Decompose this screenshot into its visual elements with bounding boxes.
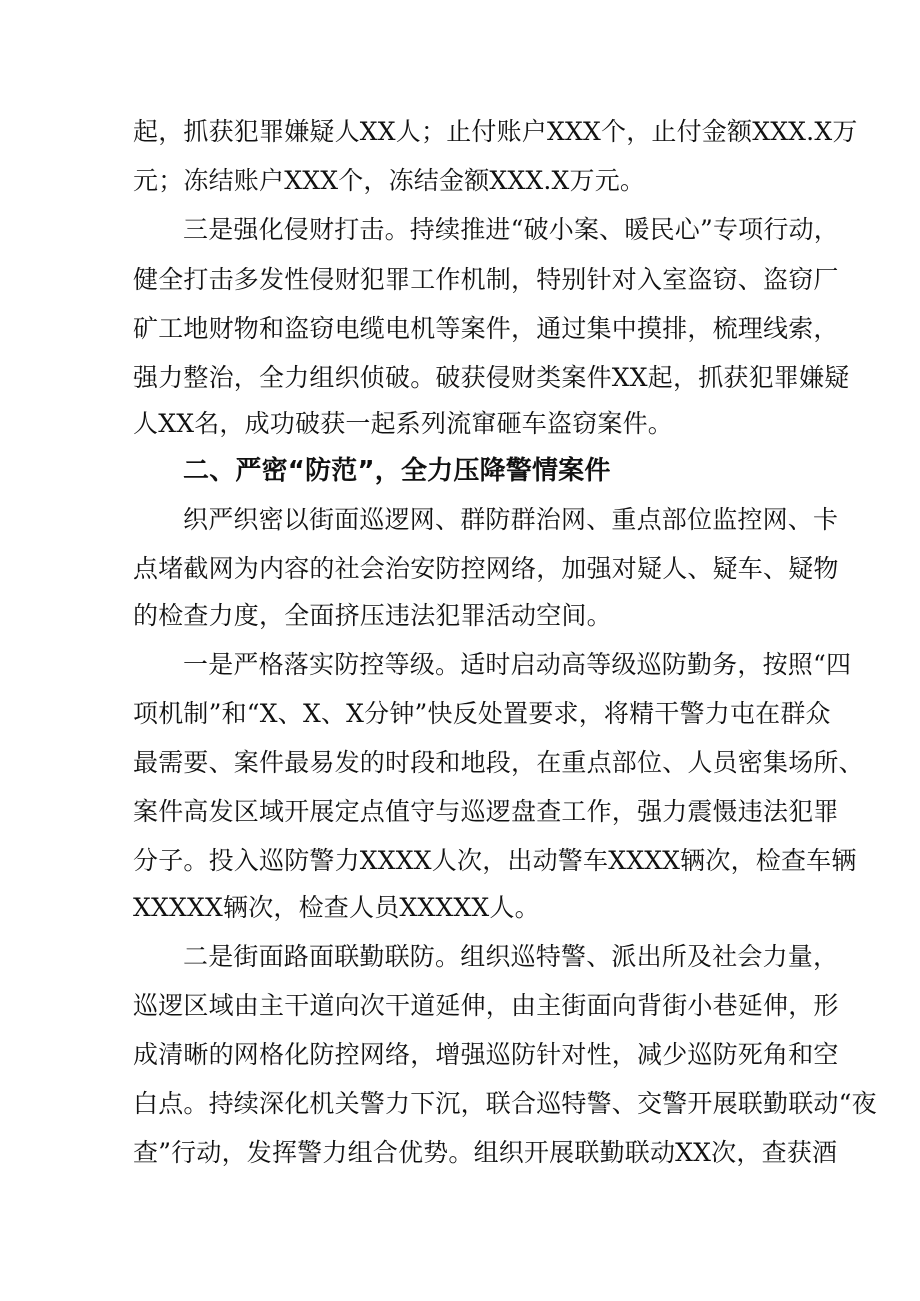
body-text-line: 强力整治，全力组织侦破。破获侵财类案件XX起，抓获犯罪嫌疑 (133, 363, 850, 392)
paragraph-first-line: 三是强化侵财打击。持续推进“破小案、暖民心”专项行动， (183, 215, 839, 244)
body-text-line: 分子。投入巡防警力XXXX人次，出动警车XXXX辆次，检查车辆 (133, 846, 857, 875)
body-text-line: 的检查力度，全面挤压违法犯罪活动空间。 (133, 601, 612, 630)
body-text-line: 最需要、案件最易发的时段和地段，在重点部位、人员密集场所、 (133, 748, 864, 777)
body-text-line: 点堵截网为内容的社会治安防控网络，加强对疑人、疑车、疑物 (133, 554, 839, 583)
body-text-line: 巡逻区域由主干道向次干道延伸，由主街面向背街小巷延伸，形 (133, 991, 839, 1020)
body-text-line: 起，抓获犯罪嫌疑人XX人；止付账户XXX个，止付金额XXX.X万 (133, 117, 858, 146)
paragraph-first-line: 织严织密以街面巡逻网、群防群治网、重点部位监控网、卡 (183, 505, 839, 534)
body-text-line: 矿工地财物和盗窃电缆电机等案件，通过集中摸排，梳理线索， (133, 314, 839, 343)
body-text-line: 项机制”和“X、X、X分钟”快反处置要求，将精干警力屯在群众 (133, 699, 831, 728)
paragraph-first-line: 一是严格落实防控等级。适时启动高等级巡防勤务，按照“四 (183, 650, 852, 679)
body-text-line: 白点。持续深化机关警力下沉，联合巡特警、交警开展联勤联动“夜 (133, 1089, 877, 1118)
body-text-line: XXXXX辆次，检查人员XXXXX人。 (133, 893, 540, 922)
body-text-line: 查”行动，发挥警力组合优势。组织开展联勤联动XX次，查获酒 (133, 1138, 838, 1167)
body-text-line: 人XX名，成功破获一起系列流窜砸车盗窃案件。 (133, 409, 673, 438)
section-heading: 二、严密“防范”，全力压降警情案件 (183, 456, 611, 486)
paragraph-first-line: 二是街面路面联勤联防。组织巡特警、派出所及社会力量， (183, 942, 839, 971)
body-text-line: 成清晰的网格化防控网络，增强巡防针对性，减少巡防死角和空 (133, 1040, 839, 1069)
body-text-line: 案件高发区域开展定点值守与巡逻盘查工作，强力震慑违法犯罪 (133, 797, 839, 826)
body-text-line: 健全打击多发性侵财犯罪工作机制，特别针对入室盗窃、盗窃厂 (133, 265, 839, 294)
body-text-line: 元；冻结账户XXX个，冻结金额XXX.X万元。 (133, 166, 646, 195)
